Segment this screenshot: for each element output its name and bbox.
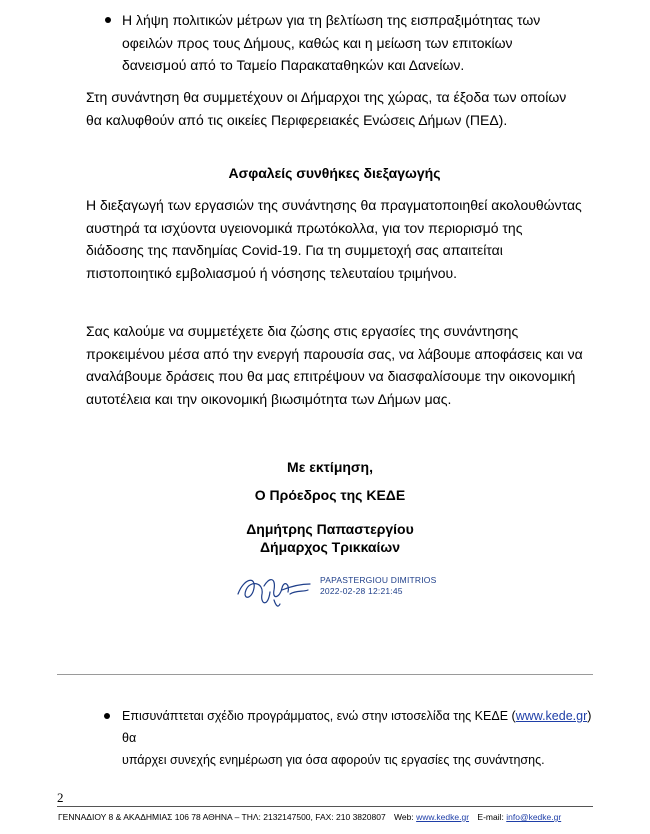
- signature-signer: PAPASTERGIOU DIMITRIOS: [320, 575, 437, 585]
- signature-stamp: [320, 575, 437, 597]
- attachment-line: υπάρχει συνεχής ενημέρωση για όσα αφορούν τις εργασίες της συνάντησης.: [122, 753, 545, 767]
- footer-web-link[interactable]: www.kedke.gr: [416, 812, 470, 822]
- paragraph-line: πιστοποιητικό εμβολιασμού ή νόσησης τελευταίου τριμήνου.: [86, 264, 458, 281]
- footer-web-label: Web:: [394, 812, 414, 822]
- attachment-line: [122, 705, 592, 749]
- bullet-line: Η λήψη πολιτικών μέτρων για τη βελτίωση της εισπραξιμότητας των: [122, 12, 541, 28]
- paragraph-line: Σας καλούμε να συμμετέχετε δια ζώσης στις εργασίες της συνάντησης: [86, 323, 519, 339]
- paragraph-line: Η διεξαγωγή των εργασιών της συνάντησης θα πραγματοποιηθεί ακολουθώντας: [86, 197, 582, 213]
- attachment-prefix: Επισυνάπτεται σχέδιο προγράμματος, ενώ στην ιστοσελίδα της ΚΕΔΕ (: [122, 709, 516, 723]
- attachment-suffix: ) θα: [122, 709, 592, 745]
- closing-title: Ο Πρόεδρος της ΚΕΔΕ: [254, 487, 406, 503]
- kede-website-link[interactable]: www.kede.gr: [515, 709, 588, 723]
- footer-email-link[interactable]: info@kedke.gr: [506, 812, 562, 822]
- bullet-line: δανεισμού από το Ταμείο Παρακαταθηκών και Δανείων.: [122, 57, 465, 73]
- footer: [58, 812, 561, 822]
- section-heading: Ασφαλείς συνθήκες διεξαγωγής: [228, 165, 441, 181]
- paragraph-line: προκειμένου μέσα από την ενεργή παρουσία σας, να λάβουμε αποφάσεις και να: [86, 345, 583, 362]
- paragraph-line: θα καλυφθούν από τις οικείες Περιφερειακές Ενώσεις Δήμων (ΠΕΔ).: [86, 111, 508, 128]
- mayors-paragraph: [86, 86, 583, 131]
- paragraph-line: αυτοτέλεια και την οικονομική βιωσιμότητα των Δήμων μας.: [86, 390, 452, 407]
- closing-regards: Με εκτίμηση,: [287, 459, 373, 475]
- footer-email-label: E-mail:: [477, 812, 504, 822]
- paragraph-line: διάδοσης της πανδημίας Covid-19. Για τη συμμετοχή σας απαιτείται: [86, 242, 503, 258]
- handwritten-signature: [234, 570, 316, 610]
- bullet-line: οφειλών προς τους Δήμους, καθώς και η μείωση των επιτοκίων: [122, 34, 513, 51]
- section-divider: [57, 674, 593, 675]
- paragraph-line: Στη συνάντηση θα συμμετέχουν οι Δήμαρχοι της χώρας, τα έξοδα των οποίων: [86, 89, 567, 105]
- paragraph-line: αυστηρά τα ισχύοντα υγειονομικά πρωτόκολλα, για τον περιορισμό της: [86, 219, 523, 236]
- bullet-text: [122, 9, 583, 77]
- bullet-dot: [104, 713, 110, 719]
- paragraph-line: αναλάβουμε δράσεις που θα μας επιτρέψουν να διασφαλίσουμε την οικονομική: [86, 368, 576, 384]
- invite-paragraph: [86, 320, 583, 410]
- signature-timestamp: 2022-02-28 12:21:45: [320, 586, 403, 596]
- bullet-dot: [105, 17, 111, 23]
- signatory-role: Δήμαρχος Τρικκαίων: [259, 539, 401, 555]
- page-number: 2: [57, 790, 64, 805]
- footer-divider: [57, 806, 593, 807]
- safety-paragraph: [86, 194, 583, 284]
- signatory-name: Δημήτρης Παπαστεργίου: [246, 521, 414, 537]
- signature-scribble-icon: [234, 570, 316, 610]
- attachment-note: [122, 705, 592, 771]
- footer-address: ΓΕΝΝΑΔΙΟΥ 8 & ΑΚΑΔΗΜΙΑΣ 106 78 ΑΘΗΝΑ – ΤΗΛ: 2132147500, FAX: 210 3820807: [58, 812, 386, 822]
